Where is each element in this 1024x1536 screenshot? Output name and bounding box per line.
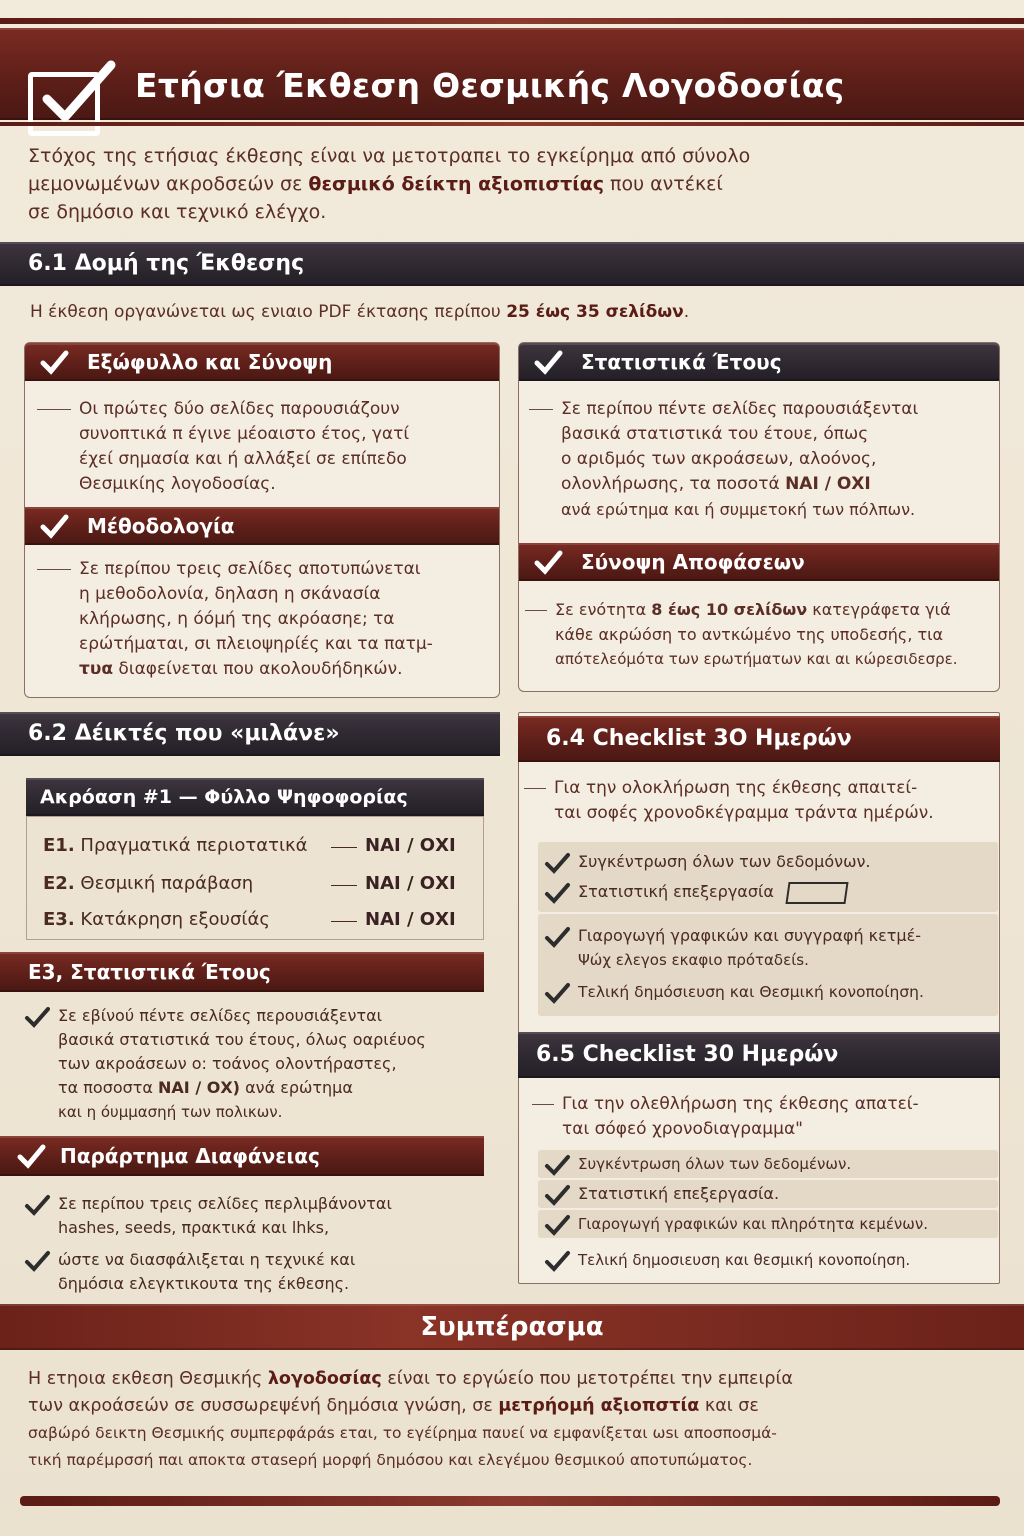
dash-icon <box>524 788 546 789</box>
ballot-code: Ε2. <box>43 873 75 894</box>
checklist-text: Γιαρογωγή γραφικών και πληρότητα κεμένων. <box>578 1215 929 1233</box>
check-icon <box>544 851 570 875</box>
card-line-text: Σε ενότητα <box>555 600 652 619</box>
section-6-4-lead <box>524 776 994 826</box>
card-emphasis: ΝΑΙ / ΟΧΙ <box>785 474 871 494</box>
intro-text-part: που αντέκεί <box>603 173 723 195</box>
card-line: έχεί σημασία και ή αλλάξεί σε επίπεδο <box>79 449 407 469</box>
dash-icon <box>525 610 547 611</box>
checklist-text: Συγκέντρωση όλων των δεδομόνων. <box>578 852 871 871</box>
checklist-6-5-item <box>544 1212 996 1236</box>
page-title: Ετήσια Έκθεση Θεσμικής Λογοδοσίας <box>135 66 845 105</box>
header-underline <box>0 122 1024 126</box>
check-icon <box>16 1142 46 1170</box>
stats-year-heading: Ε3, Στατιστικά Έτους <box>0 952 484 992</box>
conclusion-line <box>28 1366 1004 1393</box>
lead-text: Για την ολοκλήρωση της έκθεσης απαιτεί- <box>554 778 918 798</box>
section-6-2-heading: 6.2 Δέικτές που «μιλάνε» <box>0 712 500 756</box>
card-line: συνοπτικά π έγινε μέοαιστο έτος, γατί <box>79 424 410 444</box>
stats-line: και η όυμμασηή των πολικων. <box>58 1103 283 1121</box>
conclusion-line: τική παρέμρσσή παι αποκτα σταseρή μορφή δημόσου και ελεγέμου θεσμικού αποτυπώματος. <box>28 1451 753 1469</box>
card-decisions-body <box>525 597 997 672</box>
ballot-label: Πραγματικά περιοτατικά <box>80 835 308 856</box>
check-icon <box>533 348 563 376</box>
card-line: ανά ερώτημα και ή συμμετοκή των πόλπων. <box>561 500 916 519</box>
conclusion-emphasis: λογοδοσίας <box>267 1369 382 1389</box>
intro-text <box>28 142 998 226</box>
stats-text: ανά ερώτημα <box>240 1078 353 1097</box>
checklist-text: Τελική δημόσιευση και Θεσμική κονοποίηση. <box>578 983 924 1001</box>
card-line <box>37 397 487 422</box>
check-icon <box>544 981 570 1005</box>
checklist-text: Γιαρογωγή γραφικών και συγγραφή κετμέ- <box>578 926 921 945</box>
ballot-leader-line <box>331 885 357 886</box>
card-line <box>525 597 997 622</box>
card-line: η μεθοδολονία, δηλαση η σκάνασία <box>79 584 381 604</box>
checklist-6-4-item <box>544 880 994 904</box>
section-6-1-lead <box>30 298 689 326</box>
conclusion-text <box>28 1366 1004 1474</box>
card-line-text: Σε περίπου τρεις σελίδες αποτυπώνεται <box>79 559 421 579</box>
card-line-text: κατεγράφετα γιά <box>807 600 951 619</box>
stats-line: των ακροάσεων ο: τοάνος ολοντήραστες, <box>58 1054 397 1073</box>
conclusion-bar <box>0 1304 1024 1350</box>
card-emphasis: 8 έως 10 σελίδων <box>651 600 808 619</box>
checklist-6-4-item <box>544 924 994 972</box>
appendix-line: hashes, seeds, πρακτικά και lhks, <box>58 1218 330 1237</box>
check-icon <box>533 548 563 576</box>
top-stripe <box>0 18 1024 24</box>
card-methodology-header <box>25 507 499 545</box>
checklist-6-4-item <box>544 850 994 874</box>
stats-line <box>58 1076 484 1100</box>
conclusion-part: είναι το εργώείο που μετοτρέπει την εμπειρία <box>381 1369 793 1389</box>
ballot-leader-line <box>331 921 357 922</box>
card-methodology-title: Μέθοδολογία <box>87 514 235 538</box>
appendix-line: δημόσια ελεγκτικουτα της έκθεσης. <box>58 1274 350 1293</box>
card-emphasis: τυα <box>79 659 114 679</box>
card-methodology-body <box>37 557 493 682</box>
ballot-answer: ΝΑΙ / ΟΧΙ <box>365 873 456 894</box>
checklist-text: Ψώχ ελεγοs εκαφιο πρόταδείs. <box>578 951 809 969</box>
card-line-text: Σε περίπου πέντε σελίδες παρουσιάξενται <box>561 399 919 419</box>
checklist-text: Στατιστική επεξεργασία <box>578 882 774 901</box>
card-line <box>529 397 995 422</box>
section-6-5-heading: 6.5 Checklist 30 Ημερών <box>518 1032 1000 1078</box>
stats-text: τα ποσοστα <box>58 1078 159 1097</box>
conclusion-heading: Συμπέρασμα <box>420 1312 604 1342</box>
card-cover-methodology <box>24 342 500 698</box>
progress-box-icon <box>786 882 849 904</box>
intro-line: Στόχος της ετήσιας έκθεσης είναι να μετοτραπει το εγκείρημα από σύνολο <box>28 145 751 167</box>
ballot-row <box>43 835 473 856</box>
conclusion-part: των ακροάσεών σε συσσωρεψένή δημόσια γνώση, σε <box>28 1396 499 1416</box>
intro-line: σε δημόσιο και τεχνικό ελέγχο. <box>28 201 327 223</box>
lead-emphasis: 25 έως 35 σελίδων <box>506 302 684 322</box>
appendix-title: Παράρτημα Διαφάνειας <box>60 1144 320 1168</box>
appendix-list-item <box>24 1248 484 1296</box>
checklist-text: Συγκέντρωση όλων των δεδομένων. <box>578 1155 852 1173</box>
card-line: ο αριδμός των ακροάσεων, αλοόνος, <box>561 449 877 469</box>
conclusion-part: Η ετηοια εκθεση Θεσμικής <box>28 1369 268 1389</box>
appendix-line: Σε περίπου τρεις σελίδες περλιμβάνονται <box>58 1194 392 1213</box>
card-decisions-title: Σύνοψη Αποφάσεων <box>581 550 805 574</box>
section-6-5-lead <box>532 1092 998 1142</box>
conclusion-line <box>28 1393 1004 1420</box>
ballot-answer: ΝΑΙ / ΟΧΙ <box>365 835 456 856</box>
check-icon <box>39 512 69 540</box>
ballot-header: Ακρόαση #1 — Φύλλο Ψηφοφορίας <box>26 778 484 816</box>
appendix-list-item <box>24 1192 484 1240</box>
check-icon <box>544 1153 570 1177</box>
card-stats-decisions <box>518 342 1000 692</box>
dash-icon <box>37 569 71 570</box>
stats-line: Σε εβίνού πέντε σελίδες περουσιάξενται <box>58 1006 383 1025</box>
card-line: κλήρωσης, η όόμή της ακρόασηε; τα <box>79 609 395 629</box>
card-stats-header <box>519 343 999 381</box>
appendix-heading <box>0 1136 484 1176</box>
intro-emphasis: θεσμικό δείκτη αξιοπιστίας <box>308 173 604 195</box>
appendix-line: ώστε να διασφάλιξεται η τεχνικέ και <box>58 1250 356 1269</box>
stats-line: βασικά στατιστικά του έτους, όλως οαριέυος <box>58 1030 426 1049</box>
check-icon <box>544 1213 570 1237</box>
check-icon <box>544 925 570 949</box>
dash-icon <box>37 409 71 410</box>
ballot-leader-line <box>331 847 357 848</box>
check-icon <box>24 1193 50 1217</box>
card-line: ερώτήμαται, σι πλειοψηρίές και τα πατμ- <box>79 634 433 654</box>
lead-text: . <box>683 302 690 322</box>
lead-line: ται σοφές χρονοδκέγραμμα τράντα ημέρών. <box>554 803 934 823</box>
check-icon <box>39 348 69 376</box>
ballot-label: Θεσμική παράβαση <box>80 873 254 894</box>
card-line <box>37 657 493 682</box>
card-cover-title: Εξώφυλλο και Σύνοψη <box>87 350 333 374</box>
checklist-text: Τελική δημοσιευση και θεσμική κονοποίηση. <box>578 1251 911 1269</box>
card-stats-body <box>529 397 995 522</box>
ballot-row <box>43 909 473 930</box>
dash-icon <box>529 409 553 410</box>
card-line-text: ολονλήρωσης, τα ποσοτά <box>561 474 786 494</box>
card-line-text: διαφείνεται που ακολουδήδηκών. <box>113 659 403 679</box>
intro-line <box>28 170 998 198</box>
lead-line: ται σόφεό χρονοδιαγραμμα" <box>562 1119 803 1139</box>
ballot-table <box>26 816 484 940</box>
card-line-text: Οι πρώτες δύο σελίδες παρουσιάζουν <box>79 399 400 419</box>
intro-text-part: μεμονωμένων ακροδσεών σε <box>28 173 309 195</box>
card-stats-title: Στατιστικά Έτους <box>581 350 782 374</box>
conclusion-emphasis: μετρήομή αξιοπστία <box>498 1396 700 1416</box>
ballot-answer: ΝΑΙ / ΟΧΙ <box>365 909 456 930</box>
card-cover-header <box>25 343 499 381</box>
ballot-code: Ε1. <box>43 835 75 856</box>
card-line: Θεσμικίης λογοδοσίας. <box>79 474 276 494</box>
check-icon <box>544 1183 570 1207</box>
checkbox-logo-icon <box>28 72 100 136</box>
lead-text: Για την ολεθλήρωση της έκθεσης απατεί- <box>562 1094 919 1114</box>
ballot-code: Ε3. <box>43 909 75 930</box>
lead-text: Η έκθεση οργανώνεται ως ενιαιο PDF έκτασης περίπου <box>30 302 507 322</box>
conclusion-line: σαβώρό δεικτη Θεσμικής συμπερφάράs εται, το εγέίρημα παυεί να εμφανίξεται ωsι αποσποσμά- <box>28 1424 777 1442</box>
stats-emphasis: ΝΑΙ / ΟΧ) <box>158 1078 240 1097</box>
check-icon <box>24 1005 50 1029</box>
lead-line <box>524 776 994 801</box>
dash-icon <box>532 1104 554 1105</box>
card-line <box>529 472 995 497</box>
ballot-label: Κατάκρηση εξουσίάς <box>80 909 270 930</box>
section-6-4-heading: 6.4 Checklist 3O Ημερών <box>518 716 1000 762</box>
lead-line <box>532 1092 998 1117</box>
checklist-text: Στατιστική επεξεργασία. <box>578 1184 780 1203</box>
checklist-6-4-item <box>544 980 1000 1004</box>
check-icon <box>544 1249 570 1273</box>
card-line <box>37 557 493 582</box>
bottom-stripe <box>20 1496 1000 1506</box>
check-icon <box>24 1249 50 1273</box>
ballot-row <box>43 873 473 894</box>
section-6-1-heading: 6.1 Δομή της Έκθεσης <box>0 242 1024 286</box>
conclusion-part: και σε <box>699 1396 759 1416</box>
header-bar <box>0 28 1024 120</box>
stats-year-list-item <box>24 1004 484 1124</box>
checklist-6-5-item <box>544 1182 994 1206</box>
checklist-6-5-item <box>544 1152 994 1176</box>
checklist-6-5-item <box>544 1248 1000 1272</box>
card-line: κάθε ακρώόση το αντκώμένο της υποδεσής, τια <box>555 625 944 644</box>
card-line: απότελεόμότα των ερωτήματων και αι κώρεσιδεσρε. <box>555 650 958 668</box>
check-icon <box>544 881 570 905</box>
card-line: βασικά στατιστικά του έτουε, όπως <box>561 424 869 444</box>
card-decisions-header <box>519 543 999 581</box>
card-cover-body <box>37 397 487 497</box>
